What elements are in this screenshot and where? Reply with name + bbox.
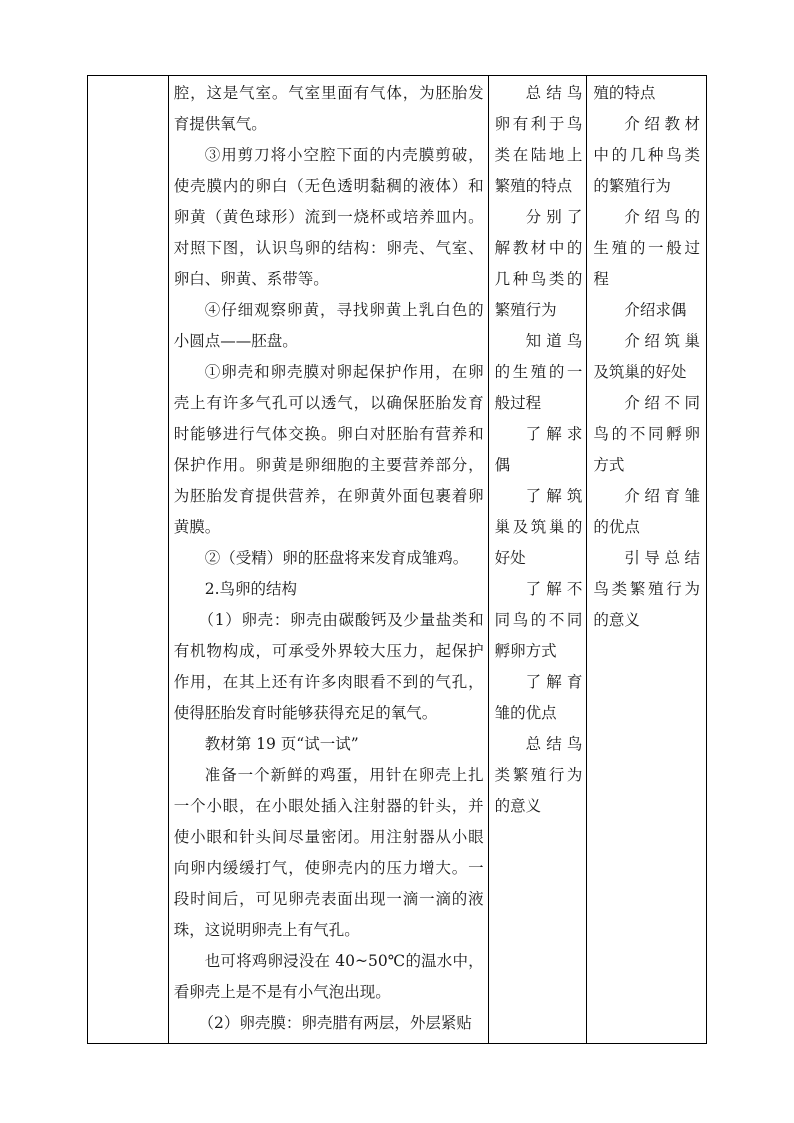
content-paragraph: ①卵壳和卵壳膜对卵起保护作用，在卵壳上有许多气孔可以透气，以确保胚胎发育时能够进行气体交换。卵白对胚胎有营养和保护作用。卵黄是卵细胞的主要营养部分，为胚胎发育提供营养，在卵黄外面包裹着卵黄膜。 — [173, 363, 484, 536]
content-paragraph: 教材第 19 页“试一试” — [204, 735, 359, 753]
teacher-activity-column — [586, 76, 706, 1043]
teacher-activity: 介绍鸟的生殖的一般过程 — [593, 208, 701, 288]
teacher-activity: 介绍育雏的优点 — [593, 487, 701, 536]
section-heading: 2.鸟卵的结构 — [204, 580, 298, 598]
content-paragraph: 也可将鸡卵浸没在 40~50℃的温水中，看卵壳上是不是有小气泡出现。 — [173, 952, 484, 1001]
content-column — [168, 76, 488, 1043]
stage-column — [88, 76, 168, 1043]
student-activity: 总结鸟类繁殖行为的意义 — [494, 735, 583, 815]
student-activity: 了解筑巢及筑巢的好处 — [494, 487, 583, 567]
content-paragraph: ④仔细观察卵黄，寻找卵黄上乳白色的小圆点——胚盘。 — [173, 301, 484, 350]
content-paragraph: 腔，这是气室。气室里面有气体，为胚胎发育提供氧气。 — [173, 84, 484, 133]
content-paragraph: （1）卵壳：卵壳由碳酸钙及少量盐类和有机物构成，可承受外界较大压力，起保护作用，在其上还有许多肉眼看不到的气孔，使得胚胎发育时能够获得充足的氧气。 — [173, 611, 484, 722]
teacher-activity: 介绍教材中的几种鸟类的繁殖行为 — [593, 115, 701, 195]
student-activity: 知道鸟的生殖的一般过程 — [494, 332, 583, 412]
content-paragraph: ③用剪刀将小空腔下面的内壳膜剪破，使壳膜内的卵白（无色透明黏稠的液体）和卵黄（黄色球形）流到一烧杯或培养皿内。对照下图，认识鸟卵的结构：卵壳、气室、卵白、卵黄、系带等。 — [173, 146, 484, 288]
student-activity: 了解求偶 — [494, 425, 583, 474]
teacher-activity: 介绍筑巢及筑巢的好处 — [593, 332, 701, 381]
student-activity: 了解不同鸟的不同孵卵方式 — [494, 580, 583, 660]
teacher-activity: 介绍不同鸟的不同孵卵方式 — [593, 394, 701, 474]
content-paragraph: ②（受精）卵的胚盘将来发育成雏鸡。 — [204, 549, 469, 567]
teacher-activity: 介绍求偶 — [624, 301, 687, 319]
student-activity: 了解育雏的优点 — [494, 673, 583, 722]
student-activity-column — [488, 76, 587, 1043]
content-paragraph: （2）卵壳膜：卵壳腊有两层，外层紧贴 — [198, 1014, 472, 1032]
teacher-activity: 殖的特点 — [593, 84, 656, 102]
lesson-plan-table — [87, 75, 707, 1044]
student-activity: 总结鸟卵有利于鸟类在陆地上繁殖的特点 — [494, 84, 583, 195]
content-paragraph: 准备一个新鲜的鸡蛋，用针在卵壳上扎一个小眼，在小眼处插入注射器的针头，并使小眼和针头间尽量密闭。用注射器从小眼向卵内缓缓打气，使卵壳内的压力增大。一段时间后，可见卵壳表面出现一滴一滴的液珠，这说明卵壳上有气孔。 — [173, 766, 484, 939]
teacher-activity: 引导总结鸟类繁殖行为的意义 — [593, 549, 701, 629]
student-activity: 分别了解教材中的几种鸟类的繁殖行为 — [494, 208, 583, 319]
